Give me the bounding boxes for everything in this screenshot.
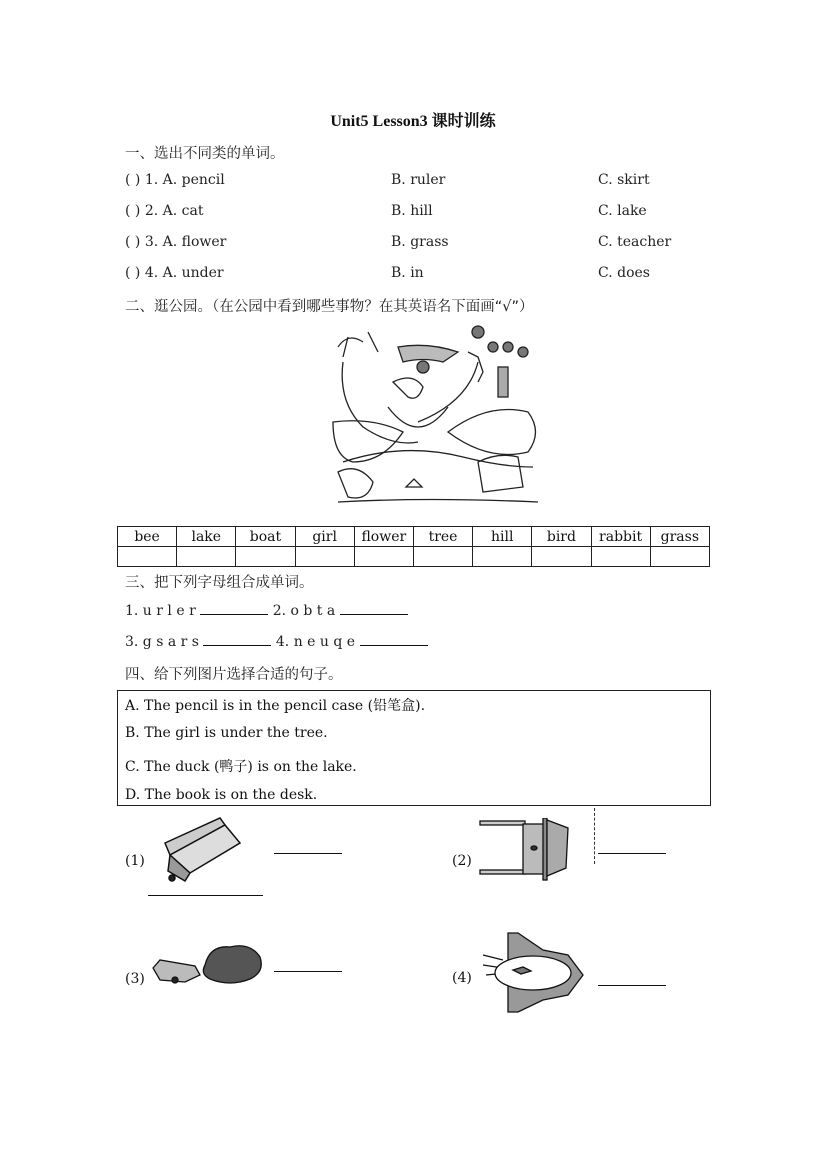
dashed-divider bbox=[594, 808, 595, 864]
scramble-item-2: 2. o b t a bbox=[272, 603, 336, 619]
park-words-table bbox=[117, 526, 710, 567]
check-cell[interactable] bbox=[413, 547, 472, 567]
answer-line-1[interactable] bbox=[274, 853, 342, 854]
duck-on-lake-picture bbox=[478, 930, 593, 1015]
girl-under-tree-picture bbox=[150, 940, 265, 990]
question-1-a: ( ) 1. A. pencil bbox=[125, 172, 225, 188]
check-cell[interactable] bbox=[295, 547, 354, 567]
word-bee: bee bbox=[118, 527, 177, 547]
word-tree: tree bbox=[413, 527, 472, 547]
check-cell[interactable] bbox=[532, 547, 591, 567]
scramble-item-3: 3. g s a r s bbox=[125, 634, 199, 650]
section2-heading: 二、逛公园。（在公园中看到哪些事物？在其英语名下面画“√”） bbox=[125, 299, 534, 315]
check-cell[interactable] bbox=[473, 547, 532, 567]
section3-heading: 三、把下列字母组合成单词。 bbox=[125, 575, 314, 591]
word-grass: grass bbox=[650, 527, 709, 547]
section1-heading: 一、选出不同类的单词。 bbox=[125, 146, 285, 162]
check-cell[interactable] bbox=[177, 547, 236, 567]
worksheet-title: Unit5 Lesson3 课时训练 bbox=[330, 113, 496, 130]
word-girl: girl bbox=[295, 527, 354, 547]
check-cell[interactable] bbox=[591, 547, 650, 567]
section4-heading: 四、给下列图片选择合适的句子。 bbox=[125, 667, 343, 683]
pencil-case-picture bbox=[160, 813, 260, 888]
option-a: A. The pencil is in the pencil case (铅笔盒). bbox=[125, 698, 426, 714]
scramble-item-4: 4. n e u q e bbox=[275, 634, 356, 650]
check-cell[interactable] bbox=[118, 547, 177, 567]
question-3-b: B. grass bbox=[391, 234, 449, 250]
question-4-a: ( ) 4. A. under bbox=[125, 265, 224, 281]
answer-blank-3[interactable] bbox=[203, 633, 271, 646]
question-4-c: C. does bbox=[598, 265, 650, 281]
option-d: D. The book is on the desk. bbox=[125, 787, 318, 803]
answer-blank-4[interactable] bbox=[360, 633, 428, 646]
question-4-b: B. in bbox=[391, 265, 424, 281]
option-c: C. The duck (鸭子) is on the lake. bbox=[125, 759, 357, 775]
picture-1-label: (1) bbox=[125, 853, 145, 869]
question-1-c: C. skirt bbox=[598, 172, 650, 188]
scramble-row-2 bbox=[125, 633, 428, 650]
word-hill: hill bbox=[473, 527, 532, 547]
word-flower: flower bbox=[354, 527, 413, 547]
park-illustration bbox=[328, 322, 543, 507]
word-rabbit: rabbit bbox=[591, 527, 650, 547]
check-cell[interactable] bbox=[650, 547, 709, 567]
option-b: B. The girl is under the tree. bbox=[125, 725, 328, 741]
desk-picture bbox=[478, 818, 573, 883]
question-3-a: ( ) 3. A. flower bbox=[125, 234, 227, 250]
picture-4-label: (4) bbox=[452, 970, 472, 986]
answer-blank-2[interactable] bbox=[340, 602, 408, 615]
answer-line-3[interactable] bbox=[274, 971, 342, 972]
word-lake: lake bbox=[177, 527, 236, 547]
answer-blank-1[interactable] bbox=[200, 602, 268, 615]
picture-2-label: (2) bbox=[452, 853, 472, 869]
question-2-a: ( ) 2. A. cat bbox=[125, 203, 204, 219]
sentence-options-box bbox=[117, 690, 711, 806]
check-cell[interactable] bbox=[236, 547, 295, 567]
word-bird: bird bbox=[532, 527, 591, 547]
scramble-item-1: 1. u r l e r bbox=[125, 603, 196, 619]
question-2-c: C. lake bbox=[598, 203, 647, 219]
word-row bbox=[118, 527, 710, 547]
question-3-c: C. teacher bbox=[598, 234, 672, 250]
answer-line-2[interactable] bbox=[598, 853, 666, 854]
divider-line bbox=[148, 895, 263, 896]
picture-3-label: (3) bbox=[125, 971, 145, 987]
answer-line-4[interactable] bbox=[598, 985, 666, 986]
question-2-b: B. hill bbox=[391, 203, 433, 219]
word-boat: boat bbox=[236, 527, 295, 547]
scramble-row-1 bbox=[125, 602, 408, 619]
question-1-b: B. ruler bbox=[391, 172, 446, 188]
check-cell[interactable] bbox=[354, 547, 413, 567]
check-row bbox=[118, 547, 710, 567]
